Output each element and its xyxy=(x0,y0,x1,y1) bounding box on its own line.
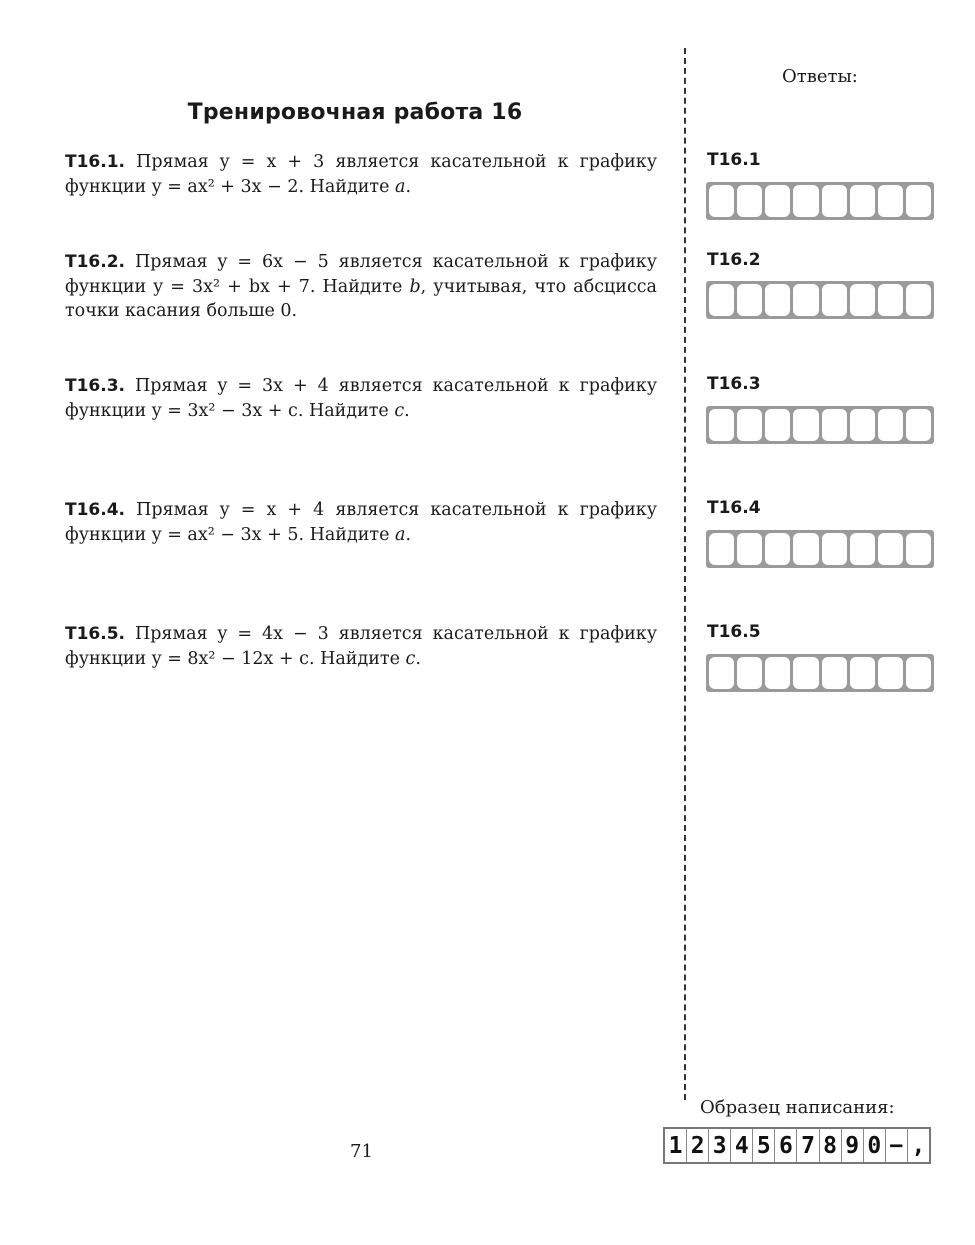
answer-cell[interactable] xyxy=(709,657,734,689)
answer-label-t16-2: Т16.2 xyxy=(707,250,761,270)
sample-char: 4 xyxy=(731,1129,753,1162)
answer-cell[interactable] xyxy=(850,533,875,565)
answer-cell[interactable] xyxy=(737,409,762,441)
answer-cell[interactable] xyxy=(822,657,847,689)
answer-cell[interactable] xyxy=(737,657,762,689)
answer-cell[interactable] xyxy=(878,284,903,316)
answer-cell[interactable] xyxy=(737,185,762,217)
cut-line-divider xyxy=(684,48,686,1100)
problem-text: . xyxy=(405,524,412,545)
writing-sample xyxy=(663,1127,931,1164)
answer-cell[interactable] xyxy=(850,409,875,441)
problem-text: . Найдите xyxy=(309,276,410,297)
function-equation: y = ax² + 3x − 2 xyxy=(151,176,299,197)
answer-cell[interactable] xyxy=(793,284,818,316)
answer-field-t16-4[interactable] xyxy=(706,530,934,568)
answer-cell[interactable] xyxy=(737,533,762,565)
answer-cell[interactable] xyxy=(765,185,790,217)
answer-field-t16-3[interactable] xyxy=(706,406,934,444)
sample-char: − xyxy=(886,1129,908,1162)
problem-text: является касательной к графику функции xyxy=(65,252,657,297)
problem-text: , учитывая, что абсцисса точки касания больше 0. xyxy=(65,276,657,321)
answer-cell[interactable] xyxy=(709,409,734,441)
sample-char: 7 xyxy=(797,1129,819,1162)
sample-char: 6 xyxy=(775,1129,797,1162)
function-equation: y = 3x² + bx + 7 xyxy=(153,276,310,297)
problem-text: Прямая xyxy=(125,624,218,644)
function-equation: y = 3x² − 3x + c xyxy=(151,400,298,421)
function-equation: y = ax² − 3x + 5 xyxy=(151,524,299,545)
answer-cell[interactable] xyxy=(793,657,818,689)
unknown-variable: c xyxy=(394,400,405,421)
answer-cell[interactable] xyxy=(822,409,847,441)
problem-text: Прямая xyxy=(125,252,218,272)
problem-text: Прямая xyxy=(125,500,220,520)
answer-cell[interactable] xyxy=(765,284,790,316)
answer-cell[interactable] xyxy=(878,657,903,689)
answer-cell[interactable] xyxy=(878,533,903,565)
answer-cell[interactable] xyxy=(793,409,818,441)
page-title: Тренировочная работа 16 xyxy=(187,100,523,125)
problem-text: . Найдите xyxy=(297,400,395,421)
answer-cell[interactable] xyxy=(822,533,847,565)
unknown-variable: c xyxy=(405,648,416,669)
answer-cell[interactable] xyxy=(765,409,790,441)
answer-label-t16-1: Т16.1 xyxy=(707,150,761,170)
problem-text: Прямая xyxy=(125,376,218,396)
problem-t16-3 xyxy=(65,374,657,423)
answer-label-t16-4: Т16.4 xyxy=(707,498,761,518)
writing-sample-label: Образец написания: xyxy=(700,1097,895,1118)
answer-cell[interactable] xyxy=(850,657,875,689)
answer-cell[interactable] xyxy=(709,185,734,217)
answer-cell[interactable] xyxy=(822,284,847,316)
problem-text: . Найдите xyxy=(298,176,395,197)
problem-number: Т16.4. xyxy=(65,500,125,520)
unknown-variable: a xyxy=(395,524,406,545)
answer-field-t16-1[interactable] xyxy=(706,182,934,220)
line-equation: y = x + 3 xyxy=(219,152,325,172)
problem-text: . xyxy=(404,400,410,421)
answer-field-t16-2[interactable] xyxy=(706,281,934,319)
answer-cell[interactable] xyxy=(850,284,875,316)
problem-t16-4 xyxy=(65,498,657,547)
problem-t16-5 xyxy=(65,622,657,671)
problem-text: . xyxy=(405,176,412,197)
sample-char: 0 xyxy=(864,1129,886,1162)
problem-text: является касательной к графику функции xyxy=(65,624,657,669)
problem-text: является касательной к графику функции xyxy=(65,152,658,197)
sample-char: 9 xyxy=(842,1129,864,1162)
problem-number: Т16.1. xyxy=(65,152,125,172)
answer-label-t16-5: Т16.5 xyxy=(707,622,761,642)
answer-cell[interactable] xyxy=(906,284,931,316)
answer-cell[interactable] xyxy=(709,533,734,565)
problem-number: Т16.5. xyxy=(65,624,125,644)
answer-cell[interactable] xyxy=(850,185,875,217)
page-number: 71 xyxy=(350,1141,373,1162)
sample-char: 3 xyxy=(709,1129,731,1162)
answer-cell[interactable] xyxy=(793,533,818,565)
problem-text: является касательной к графику функции xyxy=(65,376,657,421)
answer-cell[interactable] xyxy=(793,185,818,217)
line-equation: y = 3x + 4 xyxy=(217,376,329,396)
sample-char: 1 xyxy=(665,1129,687,1162)
function-equation: y = 8x² − 12x + c xyxy=(151,648,309,669)
sample-char: 2 xyxy=(687,1129,709,1162)
answer-cell[interactable] xyxy=(906,657,931,689)
answer-cell[interactable] xyxy=(906,533,931,565)
answer-cell[interactable] xyxy=(737,284,762,316)
problem-text: является касательной к графику функции xyxy=(65,500,658,545)
problem-text: Прямая xyxy=(125,152,220,172)
answer-cell[interactable] xyxy=(906,409,931,441)
sample-char: 8 xyxy=(820,1129,842,1162)
answer-cell[interactable] xyxy=(822,185,847,217)
sample-char: 5 xyxy=(753,1129,775,1162)
problem-number: Т16.3. xyxy=(65,376,125,396)
sample-char: , xyxy=(911,1132,926,1159)
problem-text: . xyxy=(415,648,421,669)
answers-heading: Ответы: xyxy=(782,66,858,87)
problem-text: . Найдите xyxy=(308,648,406,669)
answer-cell[interactable] xyxy=(765,533,790,565)
problem-t16-2 xyxy=(65,250,657,324)
line-equation: y = x + 4 xyxy=(219,500,325,520)
answer-cell[interactable] xyxy=(709,284,734,316)
line-equation: y = 4x − 3 xyxy=(217,624,329,644)
problem-t16-1 xyxy=(65,150,657,199)
problem-text: . Найдите xyxy=(298,524,395,545)
answer-cell[interactable] xyxy=(878,409,903,441)
answer-cell[interactable] xyxy=(906,185,931,217)
unknown-variable: a xyxy=(395,176,406,197)
unknown-variable: b xyxy=(409,276,421,297)
line-equation: y = 6x − 5 xyxy=(217,252,329,272)
answer-cell[interactable] xyxy=(765,657,790,689)
answer-cell[interactable] xyxy=(878,185,903,217)
answer-field-t16-5[interactable] xyxy=(706,654,934,692)
answer-label-t16-3: Т16.3 xyxy=(707,374,761,394)
problem-number: Т16.2. xyxy=(65,252,125,272)
